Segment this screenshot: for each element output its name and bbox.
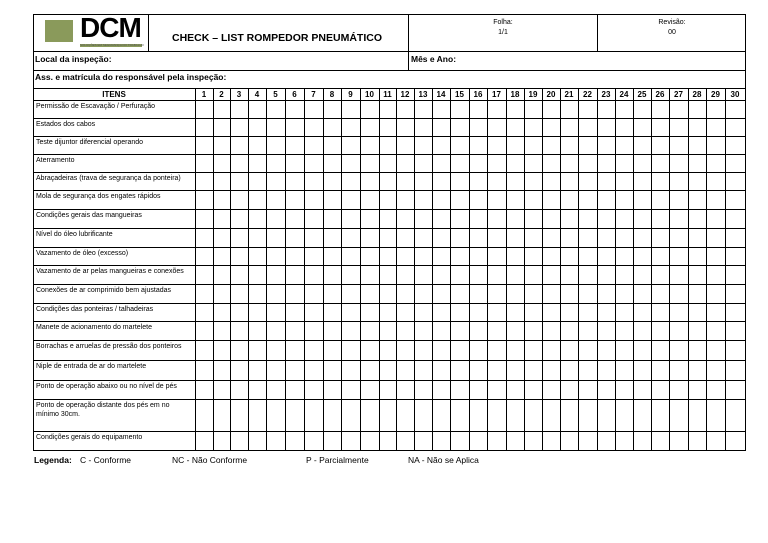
checklist-item: Niple de entrada de ar do martelete bbox=[36, 363, 147, 370]
grid-line bbox=[341, 88, 342, 450]
grid-line bbox=[578, 88, 579, 450]
items-header: ITENS bbox=[102, 90, 126, 99]
grid-line bbox=[285, 88, 286, 450]
grid-line bbox=[213, 88, 214, 450]
logo-tagline: SOLUÇÕES EM SEGURANÇA DO TRABALHO bbox=[80, 43, 144, 47]
grid-line bbox=[745, 88, 746, 450]
grid-line bbox=[266, 88, 267, 450]
day-column-header: 20 bbox=[546, 90, 556, 99]
checklist-item: Conexões de ar comprimido bem ajustadas bbox=[36, 287, 172, 294]
grid-line bbox=[651, 88, 652, 450]
checklist-item: Manete de acionamento do martelete bbox=[36, 324, 152, 331]
grid-line bbox=[33, 247, 746, 248]
day-column-header: 1 bbox=[201, 90, 207, 99]
legend-nao-se-aplica: NA - Não se Aplica bbox=[408, 455, 479, 465]
day-column-header: 3 bbox=[236, 90, 242, 99]
grid-line bbox=[33, 431, 746, 432]
checklist-item: Permissão de Escavação / Perfuração bbox=[36, 103, 156, 110]
grid-line bbox=[33, 303, 746, 304]
revisao-value: 00 bbox=[668, 29, 676, 36]
grid-line bbox=[33, 340, 746, 341]
checklist-item: Condições das ponteiras / talhadeiras bbox=[36, 306, 154, 313]
grid-line bbox=[33, 88, 34, 450]
day-column-header: 6 bbox=[292, 90, 297, 99]
day-column-header: 26 bbox=[655, 90, 665, 99]
day-column-header: 18 bbox=[510, 90, 520, 99]
grid-line bbox=[669, 88, 670, 450]
grid-line bbox=[33, 265, 746, 266]
grid-line bbox=[725, 88, 726, 450]
grid-line bbox=[248, 88, 249, 450]
grid-line bbox=[33, 399, 746, 400]
legend-label: Legenda: bbox=[34, 455, 72, 465]
grid-line bbox=[195, 88, 196, 450]
day-column-header: 17 bbox=[492, 90, 501, 99]
grid-line bbox=[506, 88, 507, 450]
day-column-header: 4 bbox=[254, 90, 260, 99]
day-column-header: 13 bbox=[418, 90, 428, 99]
responsavel-field-label: Ass. e matrícula do responsável pela inspeção: bbox=[35, 72, 227, 82]
grid-line bbox=[469, 88, 470, 450]
legend-conforme: C - Conforme bbox=[80, 455, 132, 465]
checklist-item: Borrachas e arruelas de pressão dos ponteiros bbox=[36, 343, 182, 350]
checklist-item: Ponto de operação distante dos pés em no mínimo 30cm. bbox=[36, 402, 170, 418]
grid-line bbox=[33, 360, 746, 361]
day-column-header: 30 bbox=[730, 90, 740, 99]
grid-line bbox=[33, 284, 746, 285]
grid-line bbox=[33, 136, 746, 137]
grid-line bbox=[597, 88, 598, 450]
checklist-item: Estados dos cabos bbox=[36, 121, 96, 128]
grid-line bbox=[706, 88, 707, 450]
grid-line bbox=[33, 118, 746, 119]
checklist-item: Vazamento de ar pelas mangueiras e conexões bbox=[36, 268, 184, 275]
grid-line bbox=[542, 88, 543, 450]
day-column-header: 23 bbox=[601, 90, 611, 99]
grid-line bbox=[33, 209, 746, 210]
day-column-header: 8 bbox=[329, 90, 335, 99]
grid-line bbox=[230, 88, 231, 450]
grid-line bbox=[396, 88, 397, 450]
legend-nao-conforme: NC - Não Conforme bbox=[172, 455, 248, 465]
day-column-header: 22 bbox=[583, 90, 592, 99]
day-column-header: 28 bbox=[692, 90, 702, 99]
grid-line bbox=[304, 88, 305, 450]
checklist-item: Aterramento bbox=[36, 157, 75, 164]
local-field-label: Local da inspeção: bbox=[35, 54, 112, 64]
grid-line bbox=[33, 172, 746, 173]
grid-line bbox=[33, 154, 746, 155]
grid-line bbox=[33, 88, 746, 89]
grid-line bbox=[33, 321, 746, 322]
grid-line bbox=[450, 88, 451, 450]
grid-line bbox=[633, 88, 634, 450]
day-column-header: 10 bbox=[365, 90, 374, 99]
grid-line bbox=[560, 88, 561, 450]
day-column-header: 9 bbox=[348, 90, 353, 99]
folha-value: 1/1 bbox=[498, 29, 508, 36]
mes-ano-field-label: Mês e Ano: bbox=[411, 54, 457, 64]
grid-line bbox=[615, 88, 616, 450]
page-title: CHECK – LIST ROMPEDOR PNEUMÁTICO bbox=[172, 32, 383, 44]
folha-label: Folha: bbox=[493, 19, 513, 26]
day-column-header: 12 bbox=[400, 90, 410, 99]
day-column-header: 16 bbox=[473, 90, 483, 99]
grid-line bbox=[432, 88, 433, 450]
grid-line bbox=[33, 100, 746, 101]
day-column-header: 19 bbox=[528, 90, 538, 99]
day-column-header: 14 bbox=[436, 90, 446, 99]
checklist-item: Teste dijuntor diferencial operando bbox=[36, 139, 144, 146]
day-column-header: 15 bbox=[455, 90, 464, 99]
day-column-header: 25 bbox=[637, 90, 647, 99]
legend-parcialmente: P - Parcialmente bbox=[306, 455, 369, 465]
checklist-item: Condições gerais do equipamento bbox=[36, 434, 143, 441]
grid-line bbox=[414, 88, 415, 450]
grid-line bbox=[33, 190, 746, 191]
grid-line bbox=[33, 450, 746, 451]
day-column-header: 21 bbox=[564, 90, 574, 99]
grid-line bbox=[33, 380, 746, 381]
logo-text: DCM bbox=[80, 12, 141, 43]
grid-line bbox=[33, 228, 746, 229]
grid-line bbox=[360, 88, 361, 450]
grid-line bbox=[688, 88, 689, 450]
checklist-item: Abraçadeiras (trava de segurança da ponteira) bbox=[36, 175, 181, 182]
day-column-header: 29 bbox=[711, 90, 720, 99]
day-column-header: 27 bbox=[674, 90, 683, 99]
revisao-label: Revisão: bbox=[658, 19, 686, 26]
day-column-header: 2 bbox=[219, 90, 224, 99]
checklist-item: Condições gerais das mangueiras bbox=[36, 212, 142, 219]
checklist-item: Nível do óleo lubrificante bbox=[36, 231, 113, 238]
checklist-item: Ponto de operação abaixo ou no nível de pés bbox=[36, 383, 177, 390]
grid-line bbox=[487, 88, 488, 450]
checklist-item: Mola de segurança dos engates rápidos bbox=[36, 193, 161, 200]
checklist-item: Vazamento de óleo (excesso) bbox=[36, 250, 129, 257]
day-column-header: 7 bbox=[311, 90, 316, 99]
day-column-header: 24 bbox=[619, 90, 629, 99]
grid-line bbox=[524, 88, 525, 450]
grid-line bbox=[379, 88, 380, 450]
day-column-header: 11 bbox=[383, 90, 392, 99]
grid-line bbox=[323, 88, 324, 450]
day-column-header: 5 bbox=[273, 90, 278, 99]
